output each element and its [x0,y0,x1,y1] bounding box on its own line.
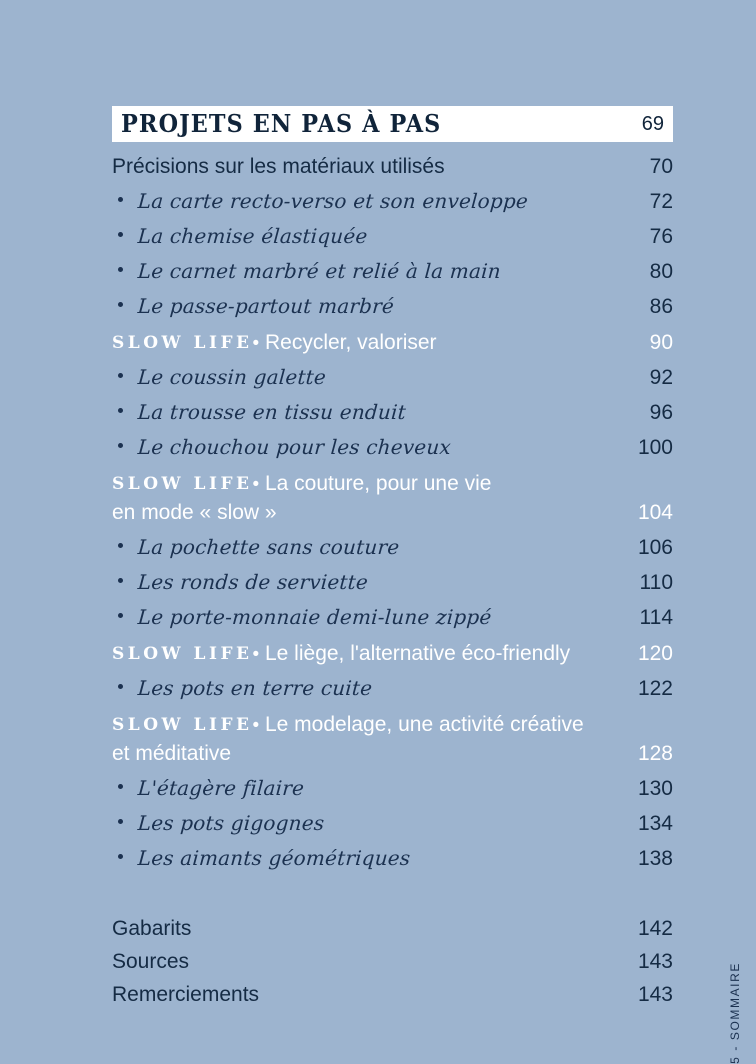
slow-life-separator: • [252,333,260,354]
toc-entry-label: Remerciements [112,983,260,1006]
toc-entry-label-group [112,642,570,666]
toc-entry-label-group [112,713,673,737]
toc-entry-page-number: 100 [637,436,673,459]
page-folio [728,962,742,1064]
toc-entry-label-continued: et méditative [112,742,232,765]
toc-entry-bullet[interactable] [112,676,673,701]
toc-entry-bullet[interactable] [112,811,673,836]
bullet-dot-icon [118,373,123,378]
toc-entry-label-group [112,472,673,496]
toc-backmatter-list [112,917,673,1007]
toc-entry-label-group [112,331,437,355]
slow-life-mark: SLOW LIFE [112,474,253,494]
toc-entry-page-number: 104 [637,501,673,524]
toc-entry-section[interactable] [112,155,673,179]
toc-entry-bullet[interactable] [112,224,673,249]
toc-entry-label: Les pots en terre cuite [137,676,374,700]
toc-entry-slowlife[interactable] [112,713,673,766]
bullet-dot-icon [118,613,123,618]
toc-entry-second-line [112,501,673,525]
bullet-dot-icon [118,543,123,548]
slow-life-separator: • [252,715,260,736]
toc-entry-label: Le chouchou pour les cheveux [137,435,452,459]
toc-entry-page-number: 80 [649,260,673,283]
toc-entry-label: Les ronds de serviette [137,570,369,594]
toc-entry-page-number: 114 [639,606,673,629]
toc-entry-label: Précisions sur les matériaux utilisés [112,155,445,178]
slow-life-separator: • [252,644,260,665]
toc-entry-label: La carte recto-verso et son enveloppe [137,189,529,213]
toc-entry-page-number: 130 [637,777,673,800]
toc-entry-label: Les aimants géométriques [137,846,412,870]
bullet-dot-icon [118,578,123,583]
toc-entry-bullet[interactable] [112,435,673,460]
toc-entry-bullet[interactable] [112,259,673,284]
toc-entry-bullet[interactable] [112,189,673,214]
bullet-dot-icon [118,819,123,824]
toc-entry-page-number: 106 [637,536,673,559]
toc-entry-label: Recycler, valoriser [264,331,437,354]
toc-entry-label: Le liège, l'alternative éco-friendly [264,642,571,665]
toc-entry-page-number: 120 [637,642,673,665]
bullet-dot-icon [118,443,123,448]
bullet-dot-icon [118,232,123,237]
toc-entry-bullet[interactable] [112,365,673,390]
toc-entry-label: Le coussin galette [137,365,327,389]
slow-life-mark: SLOW LIFE [112,333,253,353]
toc-entry-page-number: 143 [637,983,673,1006]
toc-entry-page-number: 90 [649,331,673,354]
toc-entry-label: Le carnet marbré et relié à la main [137,259,502,283]
toc-entry-page-number: 128 [637,742,673,765]
slow-life-mark: SLOW LIFE [112,715,253,735]
toc-entry-label: La trousse en tissu enduit [137,400,407,424]
toc-entry-label: Les pots gigognes [137,811,326,835]
bullet-dot-icon [118,302,123,307]
toc-entry-page-number: 143 [637,950,673,973]
toc-entry-page-number: 138 [637,847,673,870]
toc-entry-label: Le modelage, une activité créative [264,713,584,736]
bullet-dot-icon [118,784,123,789]
toc-entry-label: Le porte-monnaie demi-lune zippé [137,605,493,629]
toc-entry-page-number: 142 [637,917,673,940]
toc-entry-list [112,155,673,871]
toc-entry-bullet[interactable] [112,605,673,630]
toc-entry-page-number: 92 [649,366,673,389]
bullet-dot-icon [118,197,123,202]
toc-entry-label: L'étagère filaire [137,776,305,800]
toc-entry-page-number: 76 [649,225,673,248]
toc-entry-label-continued: en mode « slow » [112,501,277,524]
section-banner [112,106,673,142]
bullet-dot-icon [118,408,123,413]
toc-entry-label: Gabarits [112,917,192,940]
slow-life-mark: SLOW LIFE [112,644,253,664]
toc-entry-page-number: 110 [639,571,673,594]
toc-entry-slowlife[interactable] [112,472,673,525]
toc-entry-bullet[interactable] [112,570,673,595]
toc-entry-bullet[interactable] [112,535,673,560]
toc-backmatter-entry[interactable] [112,917,673,941]
toc-backmatter-entry[interactable] [112,983,673,1007]
toc-entry-page-number: 122 [637,677,673,700]
section-banner-title: PROJETS EN PAS À PAS [121,109,442,138]
toc-entry-slowlife[interactable] [112,331,673,355]
page-folio-text: 5 - SOMMAIRE [728,962,742,1064]
toc-entry-page-number: 70 [649,155,673,178]
bullet-dot-icon [118,684,123,689]
toc-entry-label: La pochette sans couture [137,535,401,559]
section-banner-page-number: 69 [641,112,664,135]
toc-entry-bullet[interactable] [112,400,673,425]
toc-entry-label: La couture, pour une vie [264,472,492,495]
bullet-dot-icon [118,854,123,859]
toc-entry-page-number: 72 [649,190,673,213]
toc-entry-bullet[interactable] [112,776,673,801]
toc-entry-page-number: 96 [649,401,673,424]
toc-entry-bullet[interactable] [112,294,673,319]
toc-entry-label: La chemise élastiquée [137,224,369,248]
bullet-dot-icon [118,267,123,272]
toc-backmatter-entry[interactable] [112,950,673,974]
toc-entry-slowlife[interactable] [112,642,673,666]
slow-life-separator: • [252,474,260,495]
toc-entry-bullet[interactable] [112,846,673,871]
toc-entry-label: Sources [112,950,190,973]
toc-entry-page-number: 86 [649,295,673,318]
table-of-contents [112,106,673,1007]
toc-entry-second-line [112,742,673,766]
toc-entry-page-number: 134 [637,812,673,835]
toc-entry-label: Le passe-partout marbré [137,294,395,318]
